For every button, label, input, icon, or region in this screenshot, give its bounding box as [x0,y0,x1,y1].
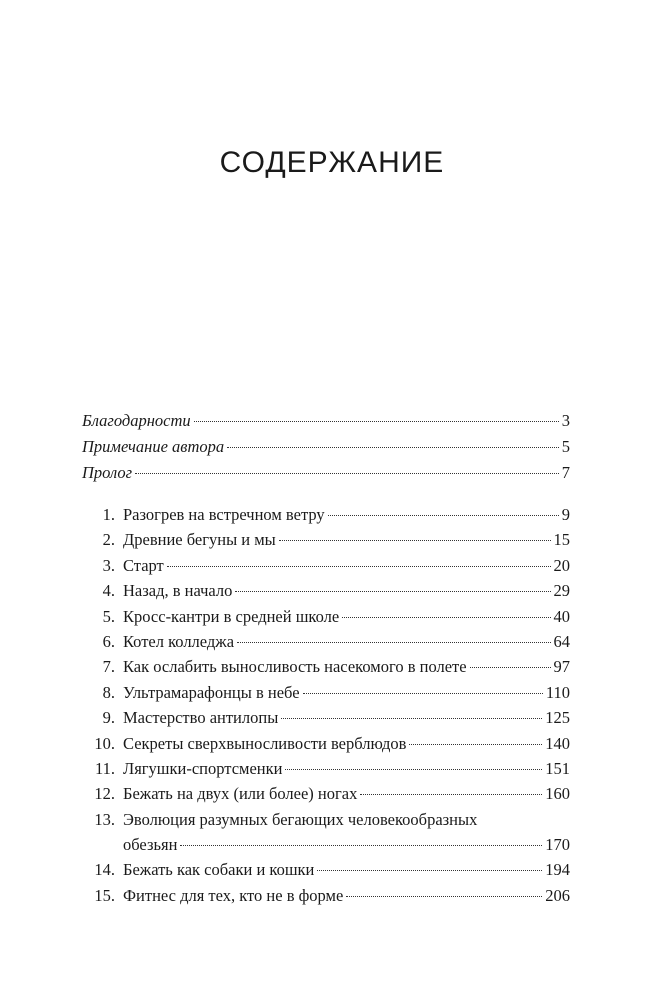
toc-chapter-10[interactable] [82,733,570,758]
dot-leader [285,769,542,770]
dot-leader [279,540,551,541]
chapter-number: 11. [94,758,115,778]
chapter-number: 9. [102,708,115,728]
toc-chapter-8[interactable] [82,682,570,707]
dot-leader [135,473,559,474]
dot-leader [194,421,559,422]
chapter-title: Мастерство антилопы [123,708,279,728]
toc-chapter-13[interactable] [82,809,570,860]
dot-leader [346,896,542,897]
toc-chapter-2[interactable] [82,529,570,554]
chapter-title: Котел колледжа [123,631,235,651]
chapter-number: 1. [102,505,115,524]
chapter-title: Древние бегуны и мы [123,530,276,550]
chapter-page: 15 [553,530,570,550]
toc-entry-page: 5 [561,437,570,456]
page-title: СОДЕРЖАНИЕ [219,146,445,180]
chapter-number: 2. [102,530,115,550]
chapter-page: 40 [553,606,570,626]
toc-chapter-7[interactable] [82,656,570,681]
chapter-page: 110 [545,682,570,702]
chapter-page: 151 [545,758,570,778]
toc-entry-label: Примечание автора [82,437,225,456]
chapter-title: Фитнес для тех, кто не в форме [123,885,344,905]
chapter-number: 15. [94,885,115,905]
chapter-page: 206 [545,885,570,905]
chapter-title: Ультрамарафонцы в небе [123,682,300,702]
dot-leader [342,617,550,618]
chapter-number: 14. [94,860,115,880]
chapter-page: 125 [545,708,570,728]
chapter-title: Бежать как собаки и кошки [123,860,315,880]
chapter-number: 12. [94,784,115,804]
toc-chapter-14[interactable] [82,859,570,884]
toc-entry-page: 3 [561,411,570,430]
toc-chapter-15[interactable] [82,885,570,910]
toc-chapter-6[interactable] [82,631,570,656]
toc-chapter-1[interactable] [82,504,570,529]
chapter-title: Секреты сверхвыносливости верблюдов [123,733,407,753]
chapter-title: Бежать на двух (или более) ногах [123,784,358,804]
dot-leader [317,870,542,871]
chapter-page: 20 [553,555,570,575]
dot-leader [470,667,551,668]
dot-leader [235,591,550,592]
toc-entry-label: Пролог [82,463,133,482]
toc-chapter-9[interactable] [82,707,570,732]
chapter-title: Как ослабить выносливость насекомого в полете [123,657,467,677]
toc-entry-author-note[interactable] [82,436,570,462]
dot-leader [303,693,543,694]
dot-leader [328,515,559,516]
front-matter-list [82,410,570,488]
chapter-title: Старт [123,555,164,575]
toc-entry-label: Благодарности [82,411,191,430]
dot-leader [237,642,550,643]
chapter-number: 4. [102,581,115,601]
chapter-number: 3. [102,555,115,575]
toc-entry-acknowledgements[interactable] [82,410,570,436]
chapter-title-line1: Эволюция разумных бегающих человекообразных [123,809,478,829]
toc-chapter-4[interactable] [82,580,570,605]
chapter-number: 8. [102,682,115,702]
chapter-number: 10. [94,733,115,753]
table-of-contents [82,410,570,910]
chapter-title: Назад, в начало [123,581,233,601]
chapter-number: 5. [102,606,115,626]
chapter-page: 97 [553,657,570,677]
chapter-list [82,504,570,910]
chapter-title: Кросс-кантри в средней школе [123,606,340,626]
toc-entry-page: 7 [561,463,570,482]
dot-leader [360,794,542,795]
dot-leader [281,718,542,719]
chapter-page: 170 [545,835,570,855]
chapter-number: 13. [94,809,115,829]
toc-chapter-5[interactable] [82,606,570,631]
dot-leader [180,845,542,846]
chapter-number: 7. [102,657,115,677]
toc-chapter-11[interactable] [82,758,570,783]
dot-leader [409,744,542,745]
chapter-page: 9 [561,505,570,524]
chapter-page: 140 [545,733,570,753]
toc-chapter-3[interactable] [82,555,570,580]
chapter-number: 6. [102,631,115,651]
chapter-title: Лягушки-спортсменки [123,758,283,778]
chapter-title-line2: обезьян [123,835,178,855]
chapter-page: 29 [553,581,570,601]
toc-chapter-12[interactable] [82,783,570,808]
chapter-page: 160 [545,784,570,804]
chapter-title: Разогрев на встречном ветру [123,505,325,524]
toc-entry-prologue[interactable] [82,462,570,488]
dot-leader [227,447,559,448]
chapter-page: 64 [553,631,570,651]
chapter-page: 194 [545,860,570,880]
dot-leader [167,566,551,567]
